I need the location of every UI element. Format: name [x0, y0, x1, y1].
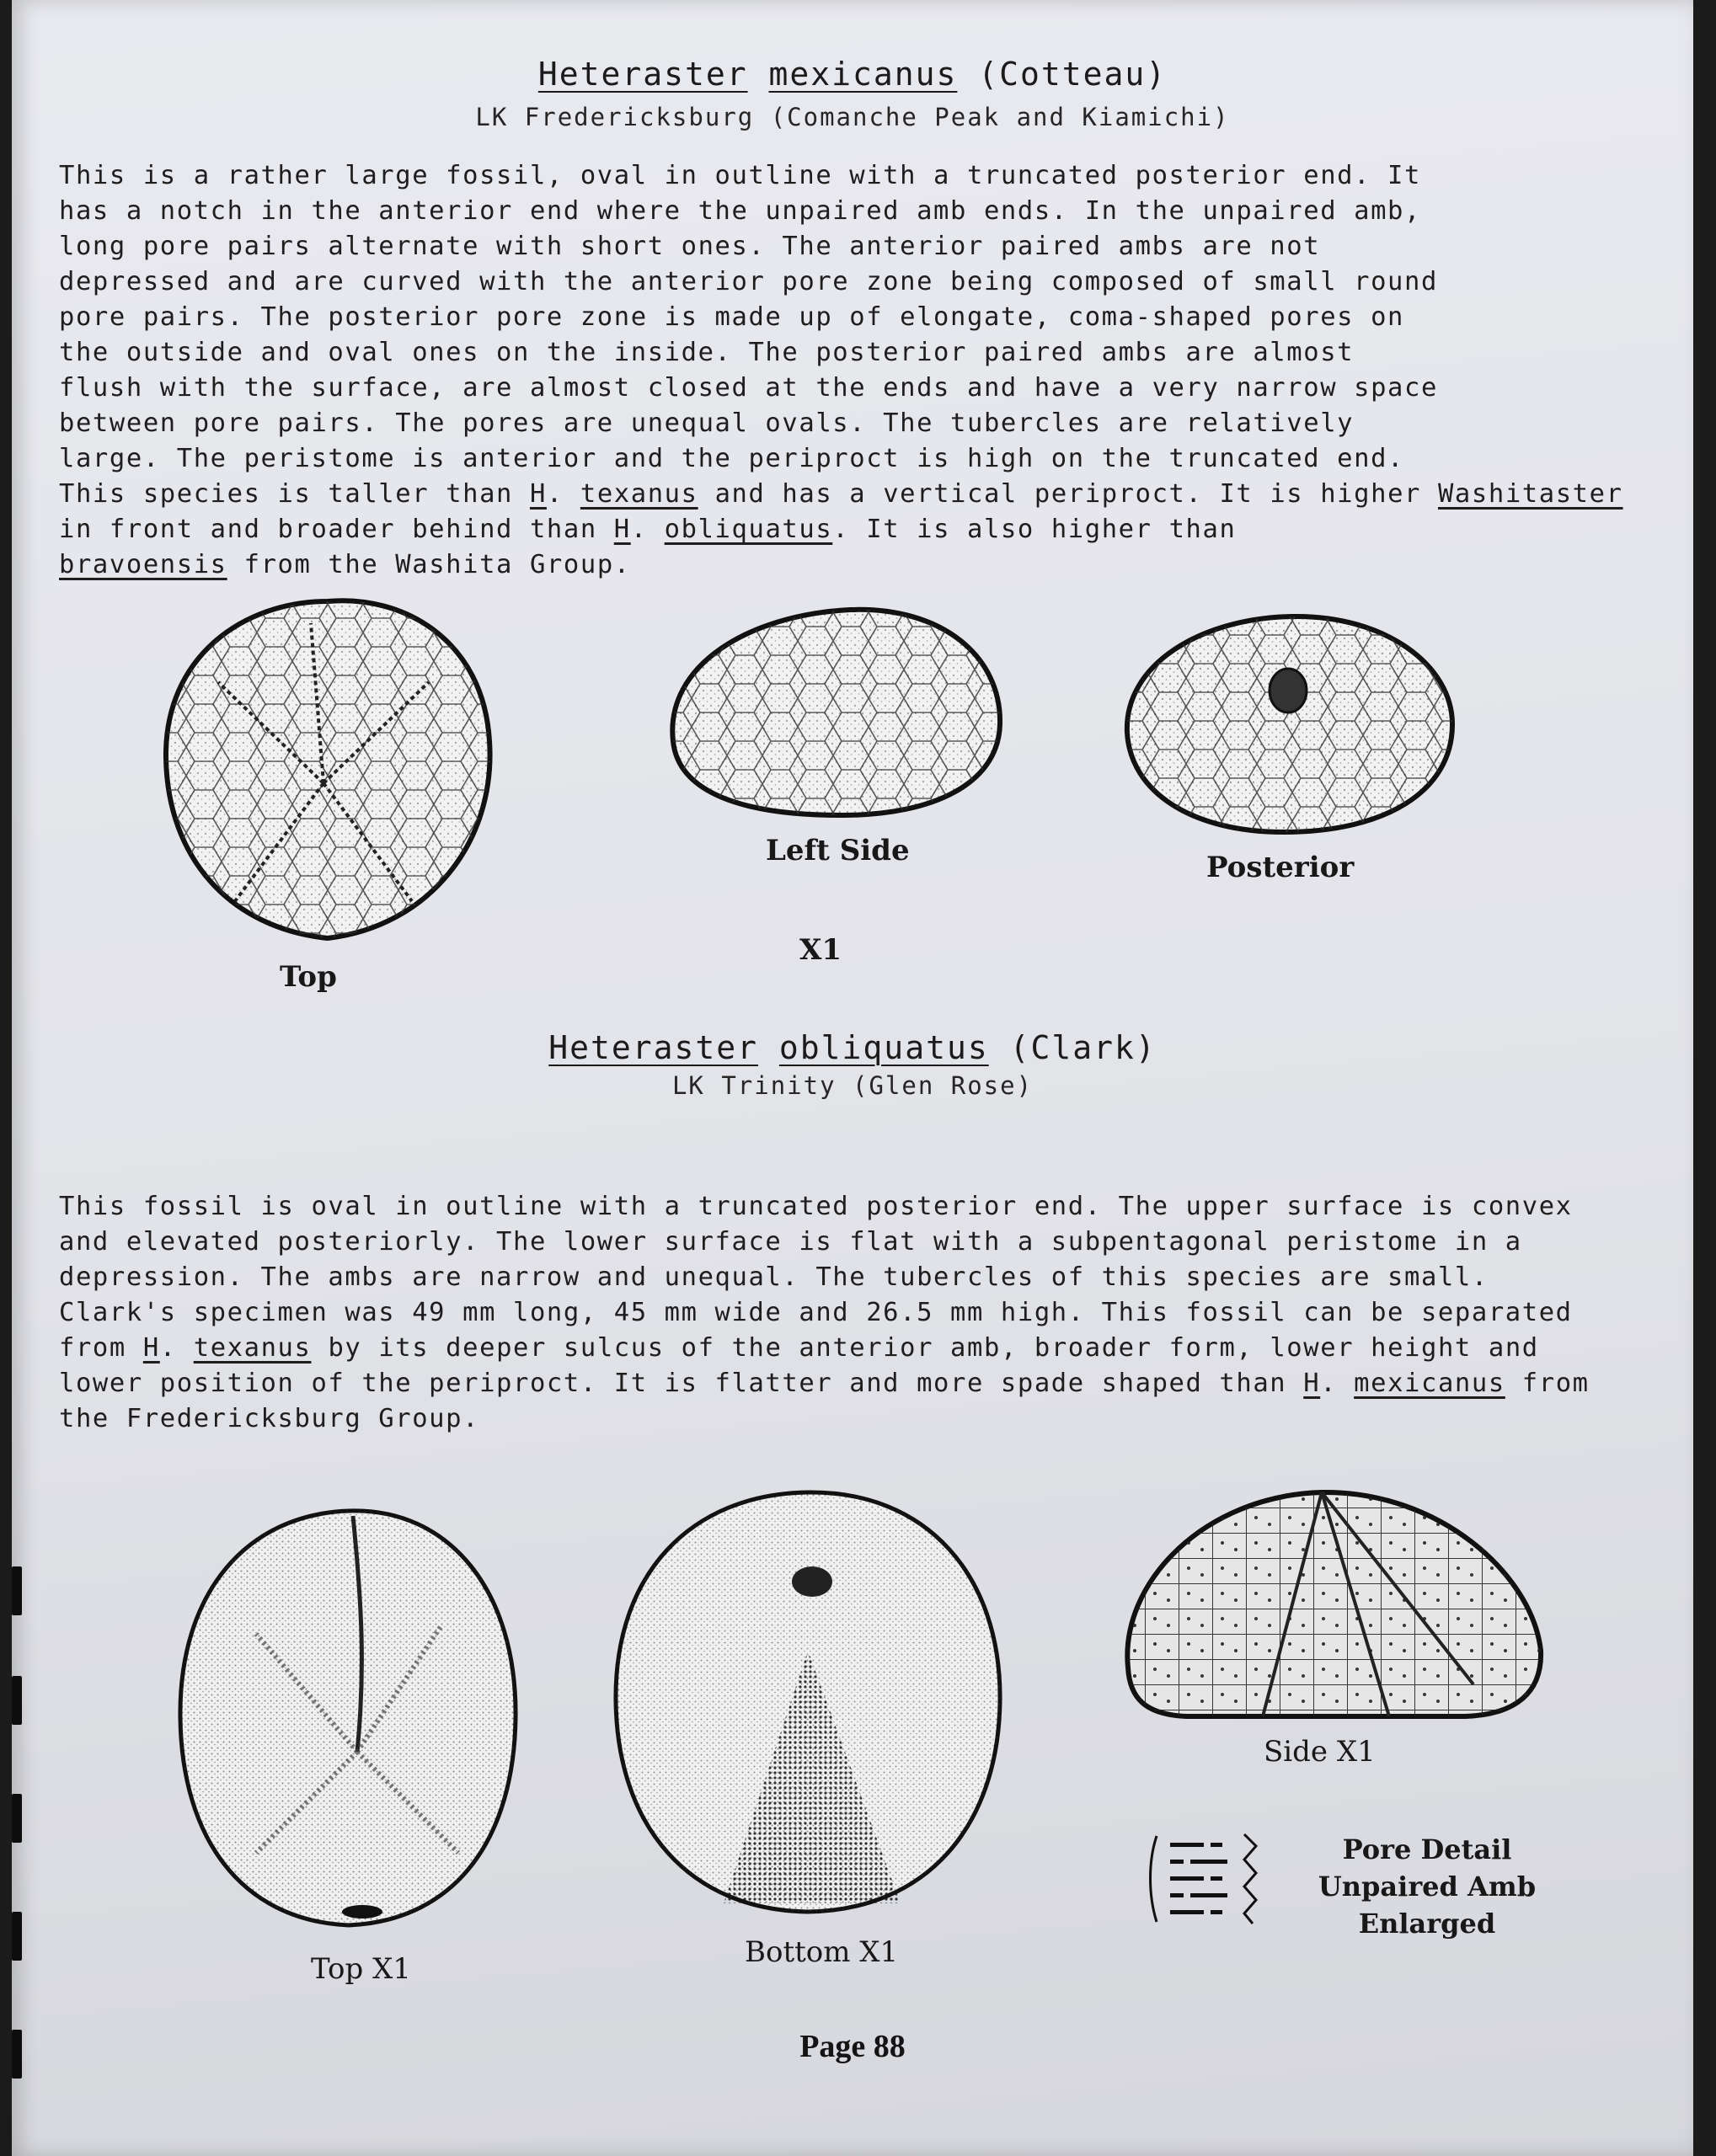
binding-ring: [12, 1566, 22, 1615]
text-run: . It is also higher than: [832, 515, 1254, 544]
species-name: bravoensis: [59, 550, 227, 579]
fossil-bottom-x1-drawing: [606, 1482, 1010, 1920]
species-name: texanus: [193, 1333, 312, 1363]
description-line: This fossil is oval in outline with a truncated posterior end. The upper surface is convex: [59, 1192, 1573, 1221]
text-run: .: [159, 1333, 194, 1363]
species-name: mexicanus: [1354, 1369, 1505, 1398]
caption-left-side: Left Side: [766, 834, 910, 867]
species1-formation: LK Fredericksburg (Comanche Peak and Kiamichi): [475, 103, 1230, 131]
species2-title: [12, 1029, 1693, 1066]
pore-detail-drawing: [1145, 1828, 1263, 1929]
genus-name: Washitaster: [1437, 479, 1623, 509]
page-number: Page 88: [799, 2029, 906, 2064]
description-line: [59, 1331, 1651, 1366]
description-line: [59, 1366, 1651, 1401]
text-run: and has a vertical periproct. It is higher: [698, 479, 1421, 509]
species1-description: [59, 158, 1651, 583]
description-line: between pore pairs. The pores are unequal ovals. The tubercles are relatively: [59, 408, 1355, 438]
species1-title: [12, 56, 1693, 93]
genus-abbrev: H: [1303, 1369, 1321, 1398]
description-line: pore pairs. The posterior pore zone is made up of elongate, coma-shaped pores on: [59, 302, 1405, 332]
fossil-left-side-drawing: [656, 598, 1010, 825]
description-line: the Fredericksburg Group.: [59, 1404, 480, 1433]
text-run: .: [546, 479, 580, 509]
description-line: This is a rather large fossil, oval in outline with a truncated posterior end. It: [59, 161, 1421, 190]
periproct-icon: [1270, 669, 1307, 712]
description-line: depressed and are curved with the anterior pore zone being composed of small round: [59, 267, 1438, 296]
fossil-top-x1-drawing: [163, 1499, 534, 1937]
caption-top: Top: [280, 960, 337, 994]
text-run: .: [630, 515, 665, 544]
description-line: long pore pairs alternate with short ones. The anterior paired ambs are not: [59, 232, 1321, 261]
genus-abbrev: H: [142, 1333, 160, 1363]
species2-genus: Heteraster: [548, 1029, 759, 1066]
document-page: [12, 0, 1693, 2156]
description-line: flush with the surface, are almost closed at the ends and have a very narrow space: [59, 373, 1438, 403]
peristome-icon: [792, 1566, 832, 1597]
fossil-posterior-drawing: [1115, 606, 1461, 842]
binding-ring: [12, 1676, 22, 1725]
fossil-top-drawing: [151, 590, 505, 952]
caption-posterior: Posterior: [1206, 851, 1355, 884]
pore-detail-line: Pore Detail: [1342, 1833, 1512, 1865]
species-name: obliquatus: [664, 515, 833, 544]
description-line: the outside and oval ones on the inside. The posterior paired ambs are almost: [59, 338, 1355, 367]
caption-top-x1: Top X1: [311, 1952, 411, 1986]
description-line: Clark's specimen was 49 mm long, 45 mm wide and 26.5 mm high. This fossil can be separated: [59, 1298, 1573, 1327]
description-line: [59, 512, 1651, 547]
description-line: [59, 477, 1651, 512]
text-run: .: [1320, 1369, 1355, 1398]
species2-description: [59, 1189, 1651, 1437]
text-run: by its deeper sulcus of the anterior amb, broader form, lower height and: [311, 1333, 1539, 1363]
text-run: from the Washita Group.: [227, 550, 631, 579]
fossil-side-x1-drawing: [1111, 1482, 1549, 1726]
text-run: in front and broader behind than: [59, 515, 614, 544]
description-line: has a notch in the anterior end where the unpaired amb ends. In the unpaired amb,: [59, 196, 1421, 226]
text-run: lower position of the periproct. It is flatter and more spade shaped than: [59, 1369, 1304, 1398]
text-run: from: [59, 1333, 143, 1363]
species2-author: (Clark): [1009, 1029, 1157, 1066]
binding-ring: [12, 1794, 22, 1843]
species1-genus: Heteraster: [537, 56, 748, 93]
pore-detail-line: Enlarged: [1358, 1908, 1496, 1940]
pore-detail-caption: [1301, 1831, 1553, 1942]
pore-detail-line: Unpaired Amb: [1318, 1870, 1537, 1903]
caption-scale: X1: [799, 933, 842, 967]
species-name: texanus: [580, 479, 698, 509]
caption-side-x1: Side X1: [1264, 1735, 1376, 1769]
binding-ring: [12, 1912, 22, 1961]
species2-formation: LK Trinity (Glen Rose): [671, 1071, 1034, 1100]
species2-species: obliquatus: [778, 1029, 989, 1066]
description-line: [59, 547, 1651, 583]
caption-bottom-x1: Bottom X1: [745, 1935, 899, 1969]
text-run: This species is taller than: [59, 479, 530, 509]
text-run: from: [1505, 1369, 1590, 1398]
description-line: depression. The ambs are narrow and unequal. The tubercles of this species are small.: [59, 1262, 1489, 1292]
description-line: and elevated posteriorly. The lower surface is flat with a subpentagonal peristome in a: [59, 1227, 1522, 1257]
description-line: large. The peristome is anterior and the periproct is high on the truncated end.: [59, 444, 1405, 473]
genus-abbrev: H: [529, 479, 547, 509]
species1-species: mexicanus: [768, 56, 958, 93]
genus-abbrev: H: [613, 515, 631, 544]
species1-author: (Cotteau): [978, 56, 1168, 93]
